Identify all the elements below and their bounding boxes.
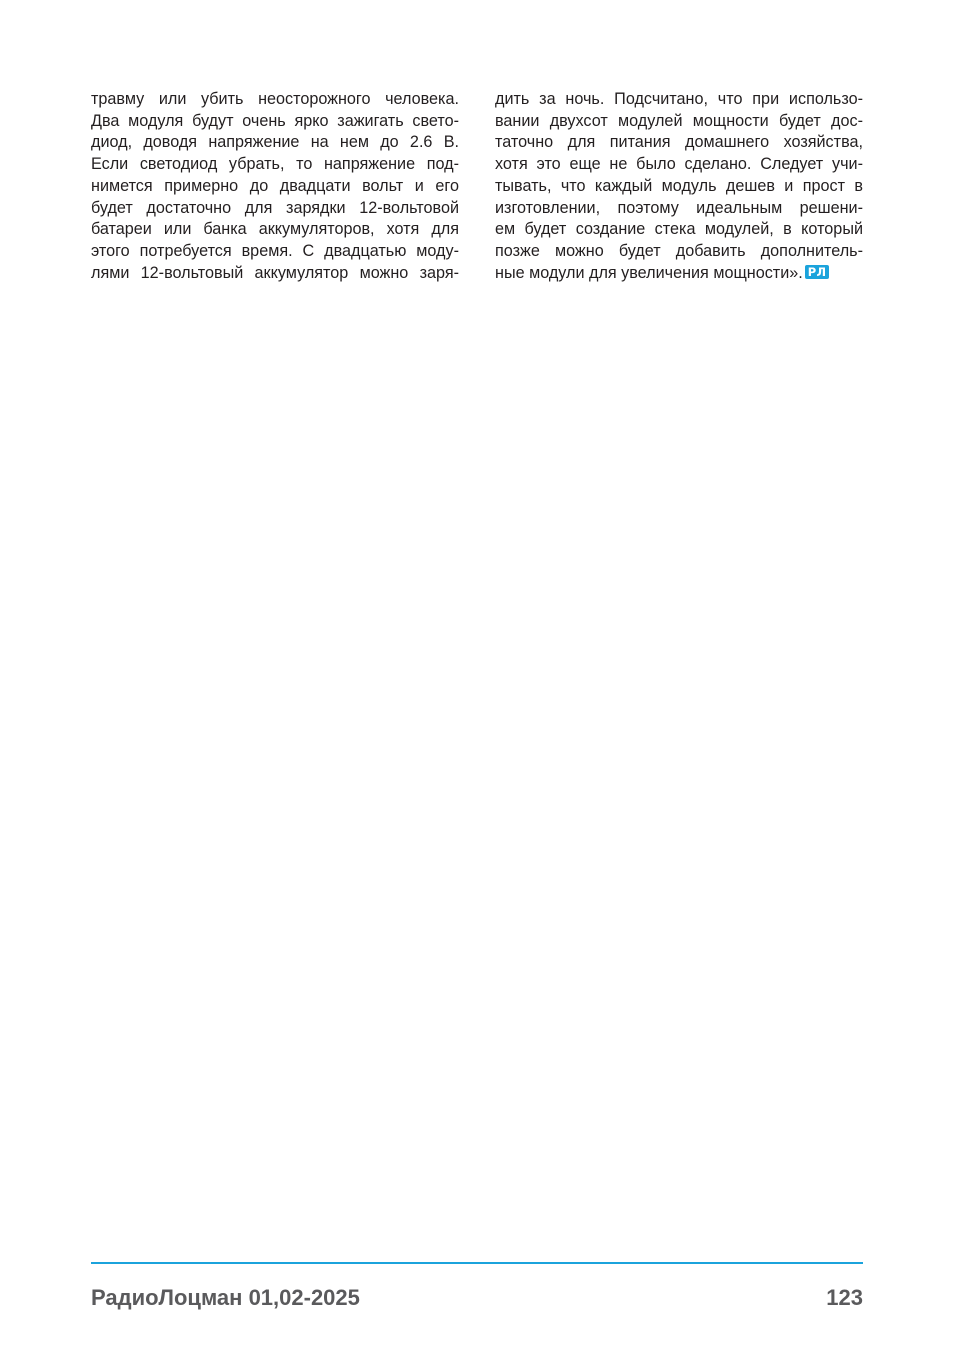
text-line: батареи или банка аккумуляторов, хотя для [91, 220, 459, 239]
text-line: диод, доводя напряжение на нем до 2.6 В. [91, 133, 459, 152]
text-line: Если светодиод убрать, то напряжение под- [91, 155, 459, 174]
text-line: позже можно будет добавить дополнитель- [495, 241, 863, 260]
text-line: лями 12-вольтовый аккумулятор можно заря- [91, 263, 459, 282]
text-line: таточно для питания домашнего хозяйства, [495, 133, 863, 152]
text-line: хотя это еще не было сделано. Следует учи- [495, 155, 863, 174]
article-column-left [91, 89, 459, 284]
footer-page-number: 123 [826, 1285, 863, 1310]
text-line: этого потребуется время. С двадцатью моду- [91, 241, 459, 260]
text-line: травму или убить неосторожного человека. [91, 90, 459, 108]
text-line: изготовлении, поэтому идеальным решени- [495, 198, 863, 217]
text-line-last [495, 263, 863, 285]
text-line: дить за ночь. Подсчитано, что при использо- [495, 90, 863, 108]
text-line: нимется примерно до двадцати вольт и его [91, 176, 459, 195]
text-line: ем будет создание стека модулей, в который [495, 220, 863, 239]
text-line-content: ные модули для увеличения мощности». [495, 263, 803, 282]
article-column-right [495, 89, 863, 284]
end-of-article-badge: РЛ [805, 265, 830, 279]
text-line: будет достаточно для зарядки 12-вольтовой [91, 198, 459, 217]
footer-divider [91, 1262, 863, 1264]
text-line: тывать, что каждый модуль дешев и прост в [495, 176, 863, 195]
text-line: вании двухсот модулей мощности будет дос- [495, 111, 863, 130]
footer-magazine-title: РадиоЛоцман 01,02-2025 [91, 1285, 360, 1310]
text-line: Два модуля будут очень ярко зажигать свето- [91, 111, 459, 130]
